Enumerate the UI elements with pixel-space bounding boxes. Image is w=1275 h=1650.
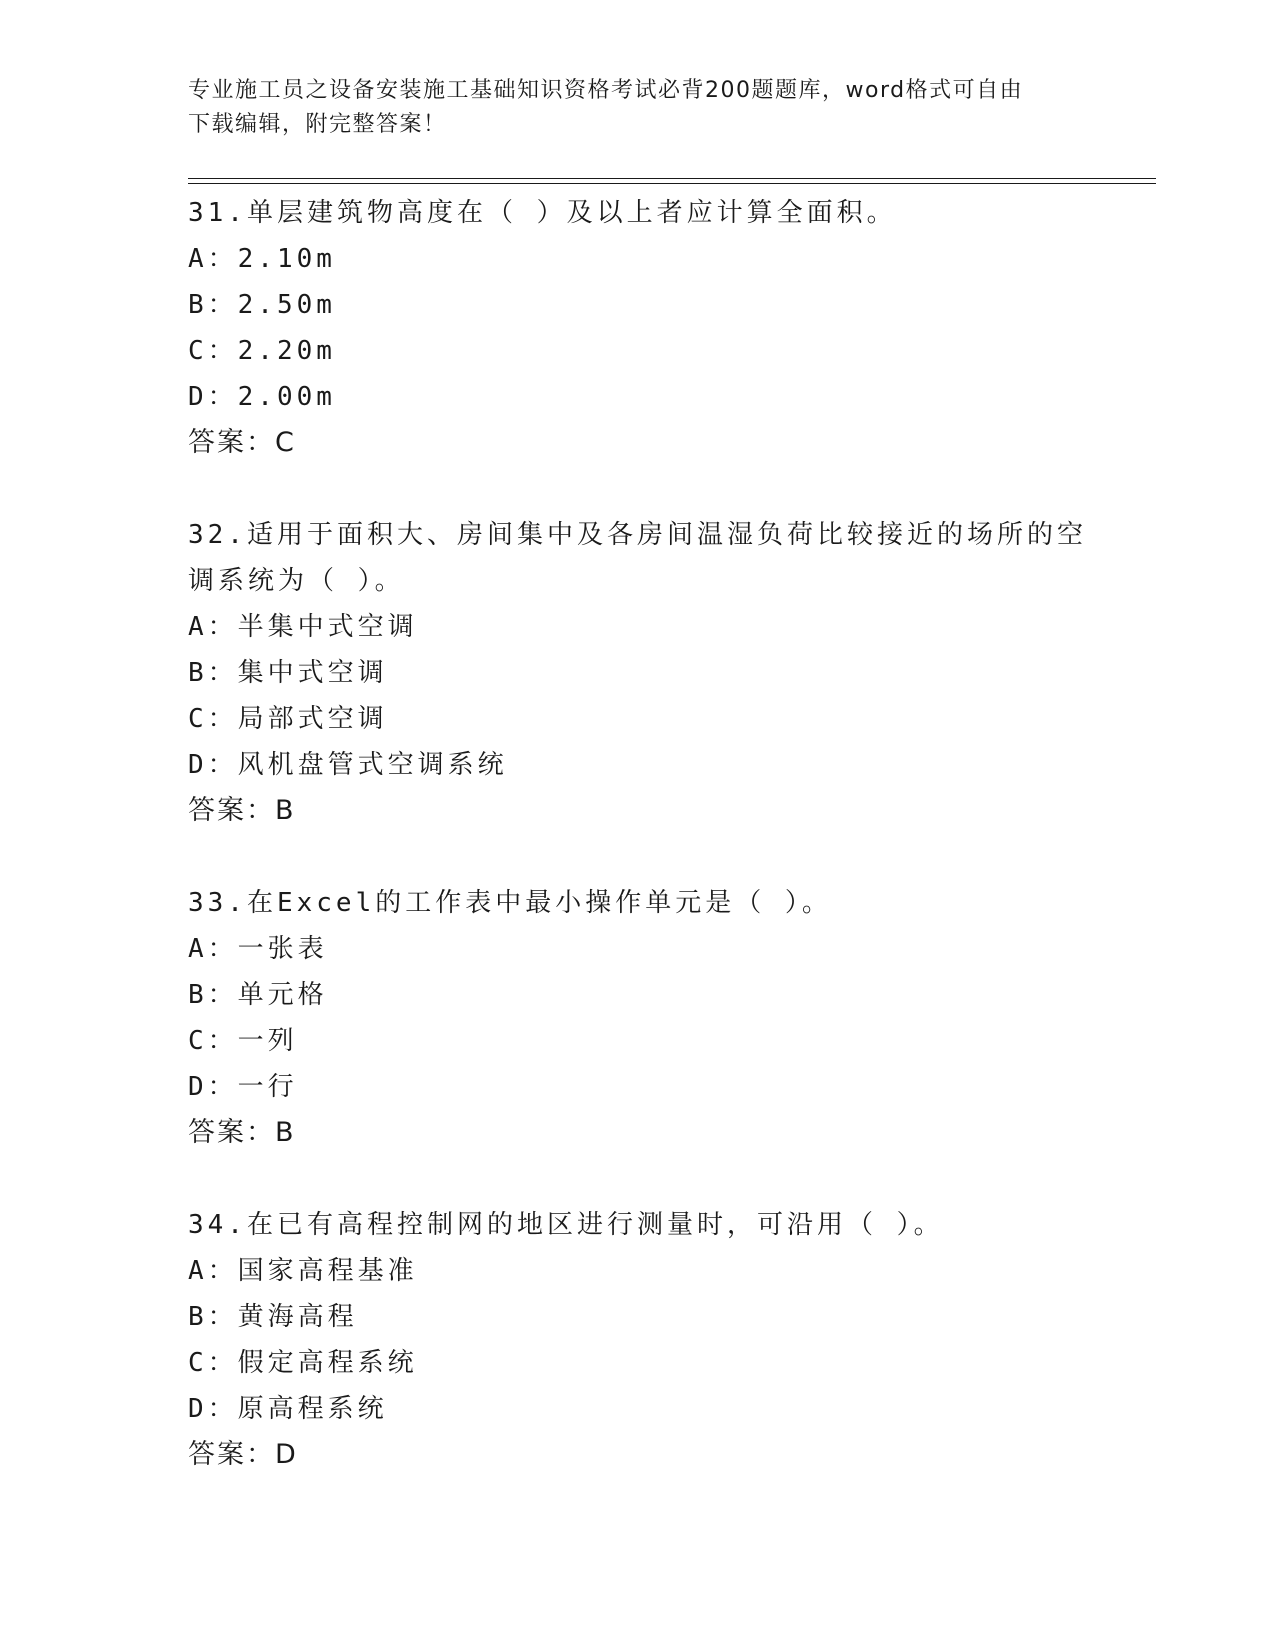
option-c: C：假定高程系统 bbox=[188, 1348, 418, 1378]
question-34 bbox=[188, 1202, 1088, 1478]
question-33 bbox=[188, 880, 1088, 1156]
option-d: D：一行 bbox=[188, 1072, 298, 1102]
answer-label: 答案：B bbox=[188, 795, 296, 826]
option-b: B：黄海高程 bbox=[188, 1302, 358, 1332]
header-divider-top bbox=[188, 178, 1156, 179]
option-b: B：集中式空调 bbox=[188, 658, 388, 688]
question-stem: 33.在Excel的工作表中最小操作单元是（ ）。 bbox=[188, 888, 832, 918]
option-c: C：一列 bbox=[188, 1026, 298, 1056]
question-31 bbox=[188, 190, 1088, 466]
option-d: D：风机盘管式空调系统 bbox=[188, 750, 508, 780]
option-d: D：2.00m bbox=[188, 382, 336, 412]
option-a: A：半集中式空调 bbox=[188, 612, 418, 642]
option-d: D：原高程系统 bbox=[188, 1394, 388, 1424]
question-stem: 31.单层建筑物高度在（ ）及以上者应计算全面积。 bbox=[188, 198, 897, 228]
header-divider-bottom bbox=[188, 183, 1156, 184]
option-c: C：2.20m bbox=[188, 336, 336, 366]
question-stem: 32.适用于面积大、房间集中及各房间温湿负荷比较接近的场所的空调系统为（ ）。 bbox=[188, 520, 1087, 596]
answer-label: 答案：B bbox=[188, 1117, 296, 1148]
option-c: C：局部式空调 bbox=[188, 704, 388, 734]
question-32 bbox=[188, 512, 1088, 834]
header-line-2: 下载编辑，附完整答案！ bbox=[188, 112, 447, 137]
answer-label: 答案：C bbox=[188, 427, 296, 458]
question-list bbox=[188, 190, 1088, 1524]
option-b: B：单元格 bbox=[188, 980, 328, 1010]
answer-label: 答案：D bbox=[188, 1439, 298, 1470]
option-a: A：国家高程基准 bbox=[188, 1256, 418, 1286]
document-header bbox=[188, 74, 1088, 142]
header-line-1: 专业施工员之设备安装施工基础知识资格考试必背200题题库，word格式可自由 bbox=[188, 78, 1024, 103]
option-b: B：2.50m bbox=[188, 290, 336, 320]
option-a: A：2.10m bbox=[188, 244, 336, 274]
option-a: A：一张表 bbox=[188, 934, 328, 964]
question-stem: 34.在已有高程控制网的地区进行测量时，可沿用（ ）。 bbox=[188, 1210, 944, 1240]
